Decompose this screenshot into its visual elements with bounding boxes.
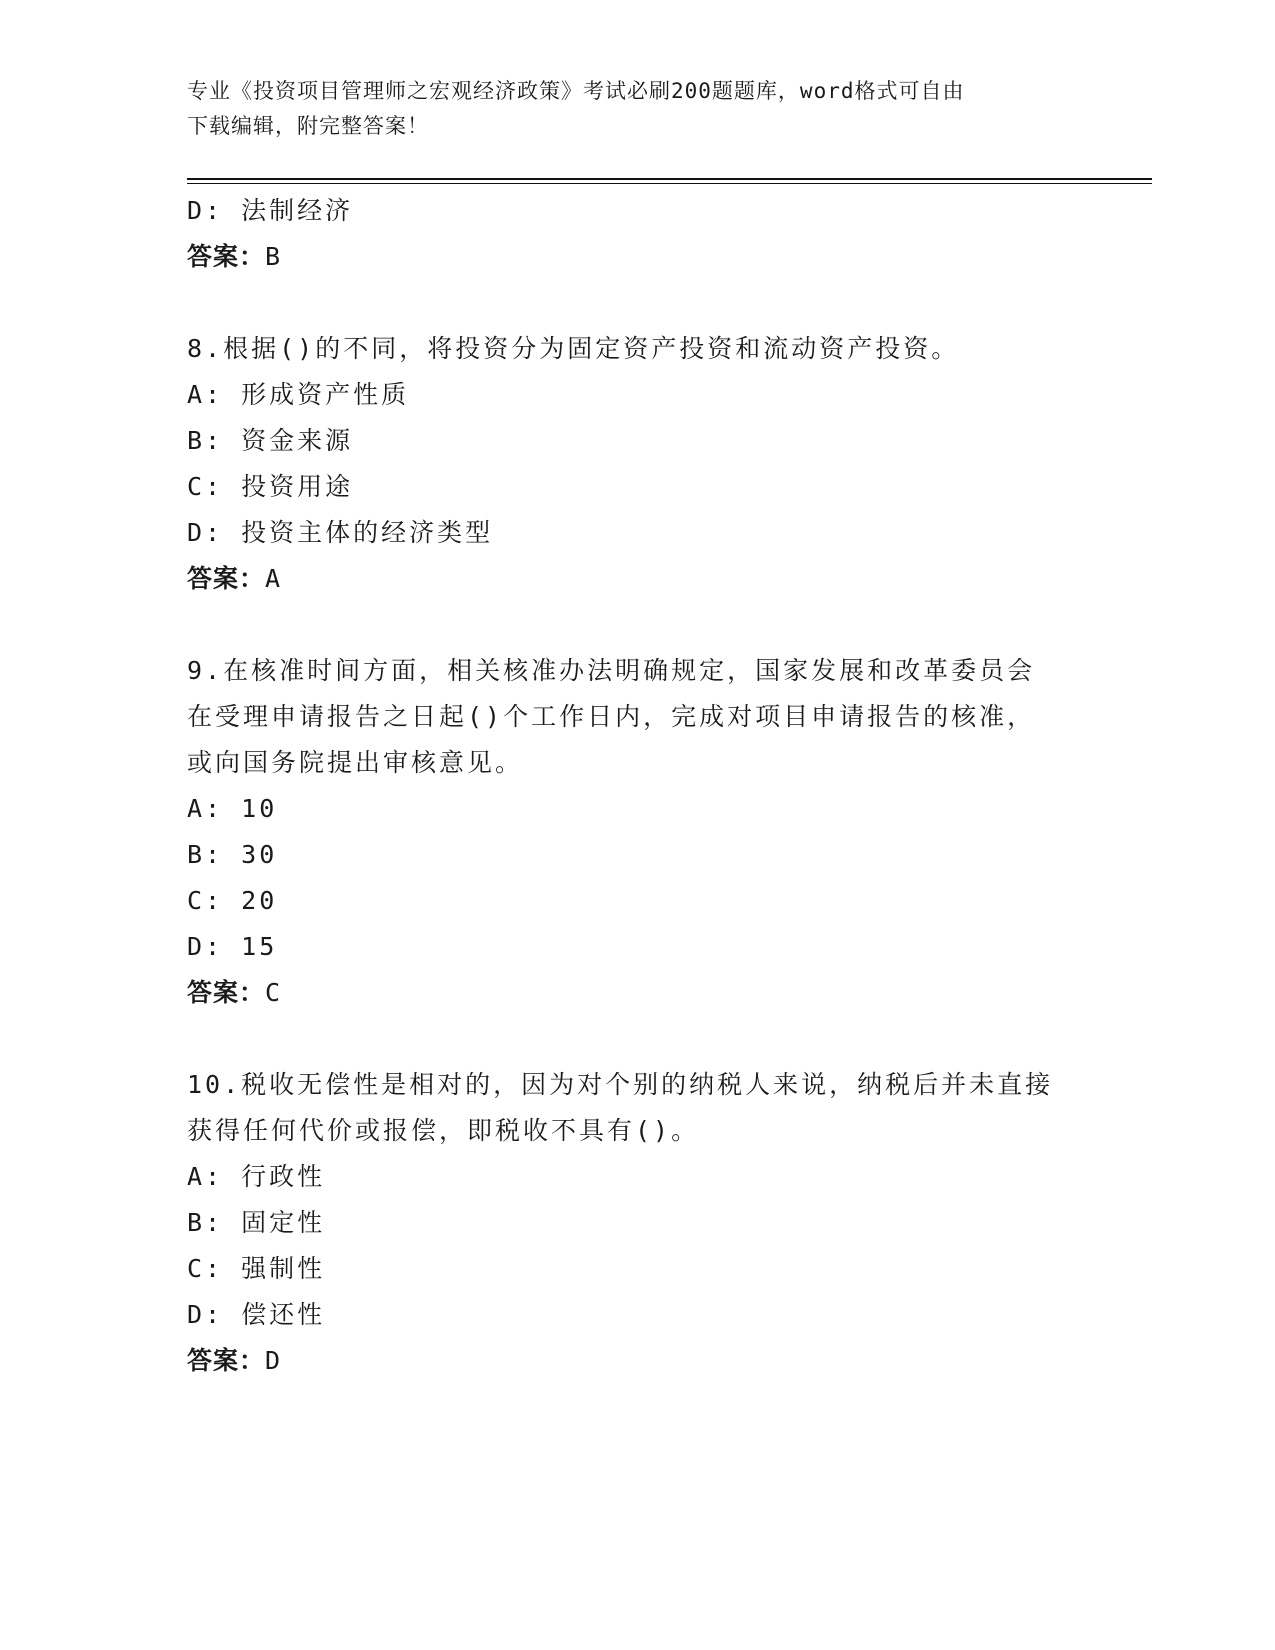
option-b: B: 固定性 [187,1208,326,1237]
question-stem-line: 在受理申请报告之日起()个工作日内，完成对项目申请报告的核准， [187,702,1036,731]
answer-label: 答案： [187,978,266,1007]
answer [187,556,1087,602]
answer [187,970,1087,1016]
option-c: C: 投资用途 [187,472,354,501]
option-c: C: 强制性 [187,1254,326,1283]
answer-label: 答案： [187,1346,266,1375]
option-a: A: 形成资产性质 [187,380,410,409]
answer [187,1338,1087,1384]
question-10 [187,1062,1087,1384]
answer-value: C [265,978,282,1007]
answer-value: A [265,564,282,593]
spacer [187,1016,1087,1062]
header-divider-thin [187,183,1152,184]
answer-value: B [265,242,282,271]
option-c: C: 20 [187,886,278,915]
document-body [187,188,1087,1384]
prev-answer [187,234,1087,280]
document-header [187,74,1067,144]
option-b: B: 资金来源 [187,426,354,455]
option-a: A: 10 [187,794,278,823]
spacer [187,280,1087,326]
option-d: D: 15 [187,932,278,961]
header-divider-thick [187,178,1152,180]
prev-option-d: D: 法制经济 [187,196,354,225]
question-stem-line: 获得任何代价或报偿，即税收不具有()。 [187,1116,700,1145]
answer-value: D [265,1346,282,1375]
question-stem-line: 10.税收无偿性是相对的，因为对个别的纳税人来说，纳税后并未直接 [187,1070,1054,1099]
header-line-1: 专业《投资项目管理师之宏观经济政策》考试必刷200题题库，word格式可自由 [187,79,965,103]
spacer [187,602,1087,648]
option-a: A: 行政性 [187,1162,326,1191]
option-d: D: 偿还性 [187,1300,326,1329]
answer-label: 答案： [187,242,266,271]
header-line-2: 下载编辑，附完整答案！ [187,114,429,138]
question-stem-line: 或向国务院提出审核意见。 [187,748,524,777]
answer-label: 答案： [187,564,266,593]
option-d: D: 投资主体的经济类型 [187,518,494,547]
question-9 [187,648,1087,1016]
option-b: B: 30 [187,840,278,869]
question-8 [187,326,1087,602]
question-stem-line: 8.根据()的不同，将投资分为固定资产投资和流动资产投资。 [187,334,960,363]
question-stem-line: 9.在核准时间方面，相关核准办法明确规定，国家发展和改革委员会 [187,656,1036,685]
